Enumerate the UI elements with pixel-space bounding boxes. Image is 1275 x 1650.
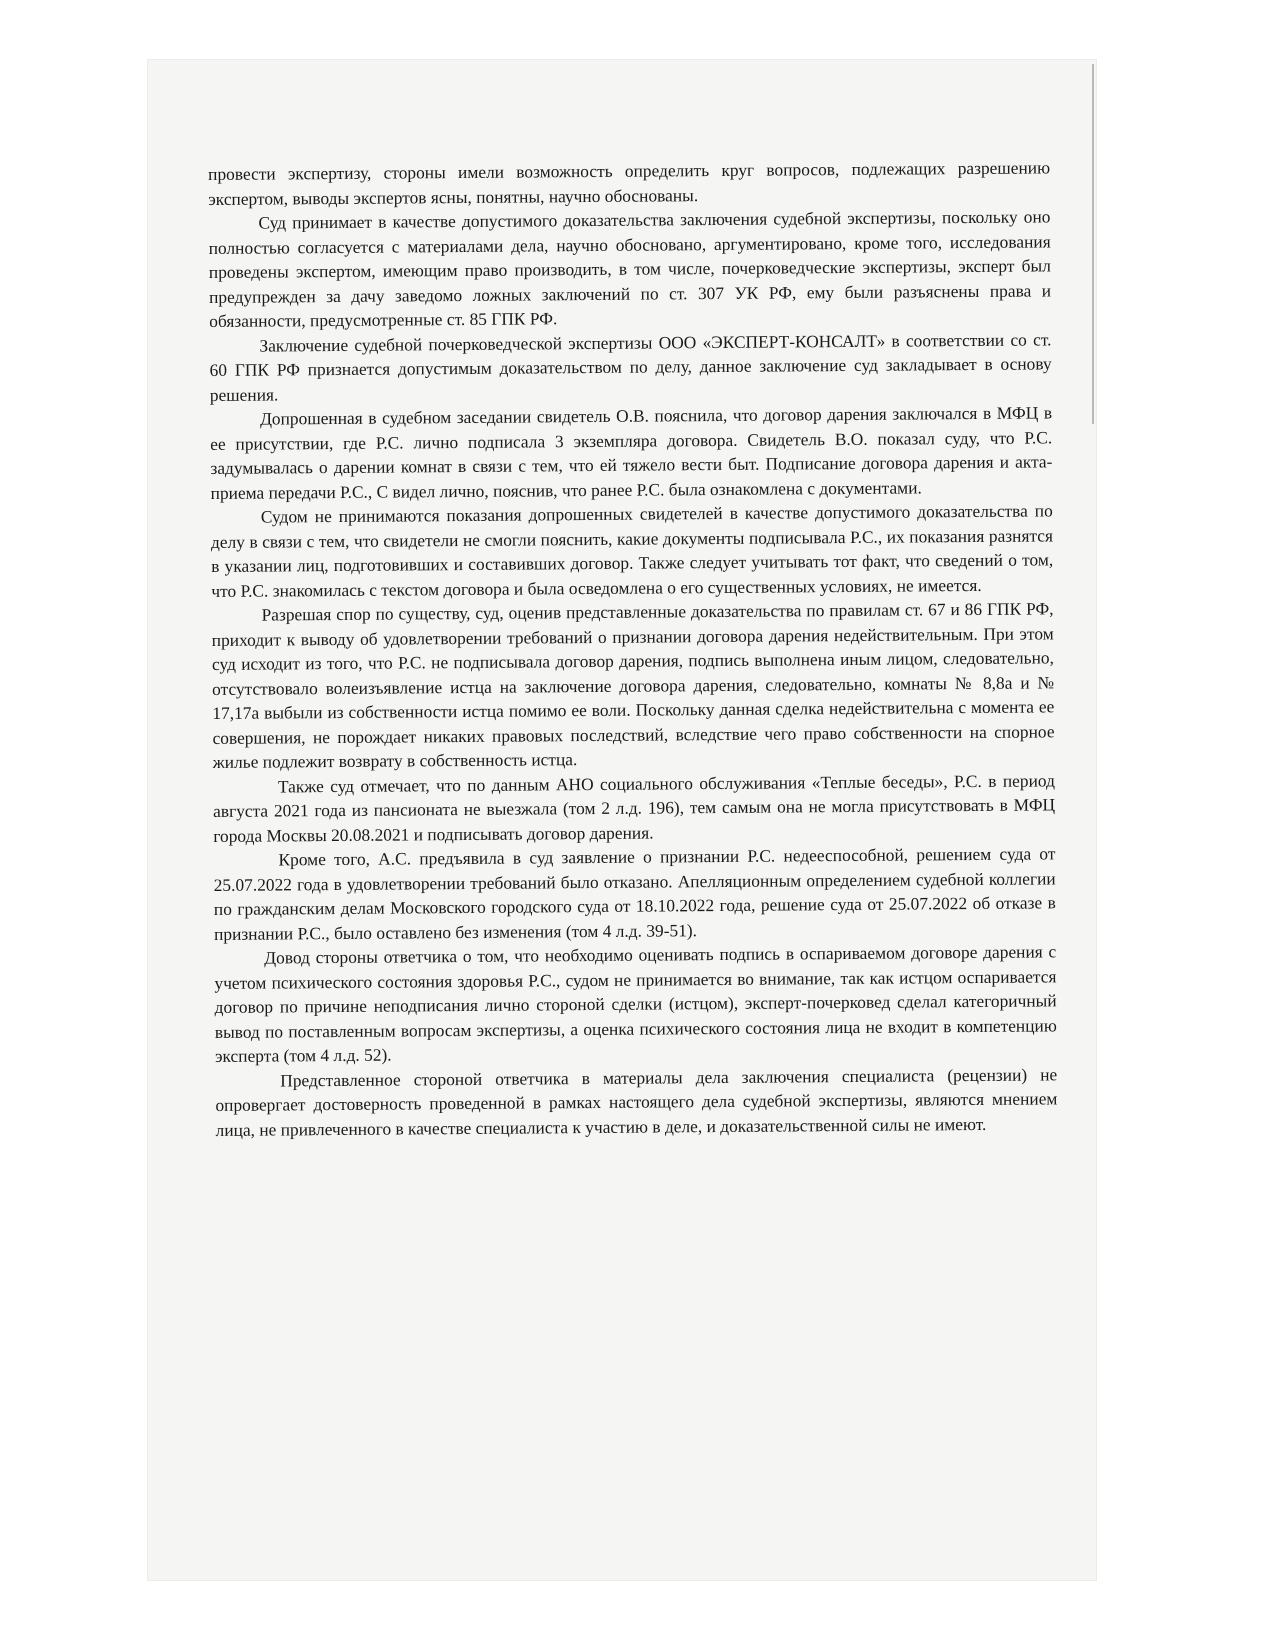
document-body bbox=[208, 155, 1058, 1142]
paragraph-court-accepts-expertise: Суд принимает в качестве допустимого доказательства заключения судебной экспертизы, поскольку оно полностью согласуется с материалами дела, научно обосновано, аргументировано, кроме того, исследования проведены экспертом, имеющим право производить, в том числе, почерковедческие экспертизы, эксперт был предупрежден за дачу заведомо ложных заключений по ст. 307 УК РФ, ему были разъяснены права и обязанности, предусмотренные ст. 85 ГПК РФ. bbox=[208, 206, 1052, 331]
sheet-edge-line bbox=[1092, 64, 1094, 424]
paragraph-incapacity-claim: Кроме того, А.С. предъявила в суд заявление о признании Р.С. недееспособной, решением суда от 25.07.2022 года в удовлетворении требований было отказано. Апелляционным определением судебной коллегии по гражданским делам Московского городского суда от 18.10.2022 года, решение суда от 25.07.2022 об отказе в признании Р.С., было оставлено без изменения (том 4 л.д. 39-51). bbox=[213, 843, 1056, 944]
paragraph-expert-consult-conclusion: Заключение судебной почерковедческой экспертизы ООО «ЭКСПЕРТ-КОНСАЛТ» в соответствии со ст. 60 ГПК РФ признается допустимым доказательством по делу, данное заключение суд закладывает в основу решения. bbox=[209, 328, 1052, 405]
paragraph-dispute-resolution: Разрешая спор по существу, суд, оценив представленные доказательства по правилам ст. 67 и 86 ГПК РФ, приходит к выводу об удовлетворении требований о признании договора дарения недействительным. При этом суд исходит из того, что Р.С. не подписывала договор дарения, подпись выполнена иным лицом, следовательно, отсутствовало волеизъявление истца на заключение договора дарения, следовательно, комнаты № 8,8а и № 17,17а выбыли из собственности истца помимо ее воли. Поскольку данная сделка недействительна с момента ее совершения, не порождает никаких правовых последствий, вследствие чего право собственности на спорное жилье подлежит возврату в собственность истца. bbox=[211, 598, 1055, 772]
paragraph-witness-testimony: Допрошенная в судебном заседании свидетель О.В. пояснила, что договор дарения заключался в МФЦ в ее присутствии, где Р.С. лично подписала 3 экземпляра договора. Свидетель В.О. показал суду, что Р.С. задумывалась о дарении комнат в связи с тем, что ей тяжело вести быт. Подписание договора дарения и акта-приема передачи Р.С., С видел лично, пояснив, что ранее Р.С. была ознакомлена с документами. bbox=[210, 402, 1053, 503]
paragraph-defendant-argument: Довод стороны ответчика о том, что необходимо оценивать подпись в оспариваемом договоре дарения с учетом психического состояния здоровья Р.С., судом не принимается во внимание, так как истцом оспаривается договор по причине неподписания лично стороной сделки (истцом), эксперт-почерковед сделал категоричный вывод по поставленным вопросам экспертизы, а оценка психического состояния лица не входит в компетенцию эксперта (том 4 л.д. 52). bbox=[214, 941, 1057, 1066]
paragraph-specialist-review: Представленное стороной ответчика в материалы дела заключения специалиста (рецензии) не опровергает достоверность проведенной в рамках настоящего дела судебной экспертизы, являются мнением лица, не привлеченного в качестве специалиста к участию в деле, и доказательственной силы не имеют. bbox=[215, 1063, 1058, 1140]
paragraph-expertise-continuation: провести экспертизу, стороны имели возможность определить круг вопросов, подлежащих разрешению экспертом, выводы экспертов ясны, понятны, научно обоснованы. bbox=[208, 157, 1051, 209]
paragraph-pansionat-data: Также суд отмечает, что по данным АНО социального обслуживания «Теплые беседы», Р.С. в период августа 2021 года из пансионата не выезжала (том 2 л.д. 196), тем самым она не могла присутствовать в МФЦ города Москвы 20.08.2021 и подписывать договор дарения. bbox=[213, 769, 1056, 846]
paragraph-testimony-rejected: Судом не принимаются показания допрошенных свидетелей в качестве допустимого доказательства по делу в связи с тем, что свидетели не смогли пояснить, какие документы подписывала Р.С., их показания разнятся в указании лиц, подготовивших и составивших договор. Также следует учитывать тот факт, что сведений о том, что Р.С. знакомилась с текстом договора и была осведомлена о его существенных условиях, не имеется. bbox=[210, 500, 1054, 601]
